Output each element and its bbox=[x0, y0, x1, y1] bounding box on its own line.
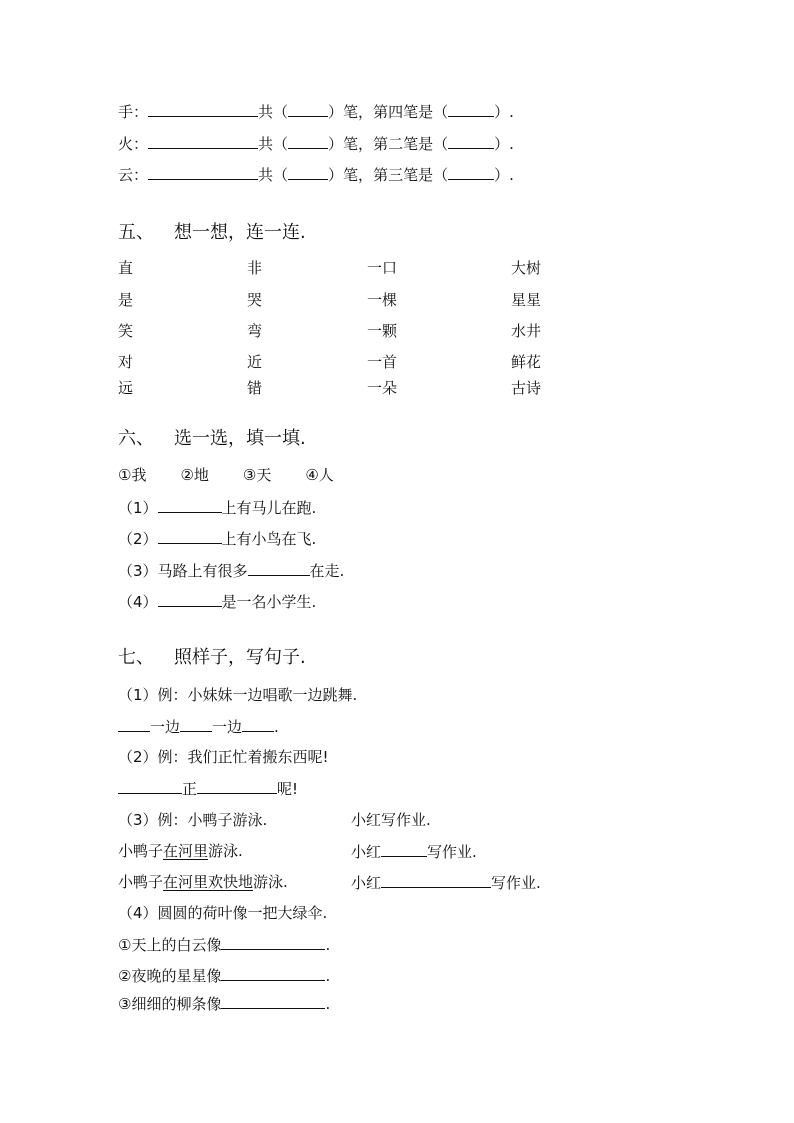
sentence-part: 游泳. bbox=[208, 842, 243, 860]
match-col3-item[interactable]: 一颗 bbox=[367, 322, 398, 340]
simile-item-3 bbox=[118, 993, 330, 1014]
gong-label: 共（ bbox=[258, 103, 289, 121]
question-number: （2） bbox=[118, 530, 158, 548]
row-end: ）. bbox=[494, 166, 514, 184]
nth-stroke-label: 第二笔是（ bbox=[373, 135, 449, 153]
nth-stroke-blank[interactable] bbox=[448, 164, 494, 180]
bi-label: ）笔， bbox=[328, 103, 374, 121]
sentence-part: 小红 bbox=[351, 874, 382, 892]
period: . bbox=[325, 995, 331, 1013]
section-7-heading bbox=[118, 646, 306, 670]
nth-stroke-blank[interactable] bbox=[448, 101, 494, 117]
match-col1-item[interactable]: 直 bbox=[118, 259, 134, 277]
period: . bbox=[325, 936, 331, 954]
nth-stroke-blank[interactable] bbox=[448, 133, 494, 149]
answer-blank[interactable] bbox=[148, 101, 258, 117]
answer-blank[interactable] bbox=[381, 841, 427, 857]
match-col2-item[interactable]: 近 bbox=[247, 353, 263, 371]
section-number: 五、 bbox=[118, 222, 154, 243]
section-number: 六、 bbox=[118, 428, 154, 449]
example-3-step-2-right bbox=[351, 841, 477, 862]
answer-blank[interactable] bbox=[148, 164, 258, 180]
section-title: 想一想，连一连. bbox=[174, 222, 306, 243]
example-3-step-3-right bbox=[351, 872, 541, 893]
match-col4-item[interactable]: 水井 bbox=[511, 322, 542, 340]
match-col2-item[interactable]: 错 bbox=[247, 379, 263, 397]
stroke-count-blank[interactable] bbox=[288, 133, 328, 149]
question-number: （4） bbox=[118, 593, 158, 611]
match-col2-item[interactable]: 弯 bbox=[247, 322, 263, 340]
nth-stroke-label: 第四笔是（ bbox=[373, 103, 449, 121]
sentence-part: 小鸭子 bbox=[118, 873, 164, 891]
match-col3-item[interactable]: 一口 bbox=[367, 259, 398, 277]
match-col4-item[interactable]: 星星 bbox=[511, 291, 542, 309]
match-col3-item[interactable]: 一朵 bbox=[367, 379, 398, 397]
simile-prompt: ①天上的白云像 bbox=[118, 936, 222, 954]
example-1-answer bbox=[118, 716, 279, 737]
answer-blank[interactable] bbox=[197, 778, 277, 794]
example-2-answer bbox=[118, 778, 298, 799]
answer-blank[interactable] bbox=[180, 716, 212, 732]
answer-blank[interactable] bbox=[221, 965, 325, 981]
colon: ： bbox=[133, 103, 149, 121]
stroke-row-shou bbox=[118, 101, 514, 122]
question-text: 上有小鸟在飞. bbox=[221, 530, 317, 548]
fill-question-3 bbox=[118, 560, 344, 581]
question-text: 上有马儿在跑. bbox=[221, 499, 317, 517]
colon: ： bbox=[133, 135, 149, 153]
template-word: 呢! bbox=[277, 780, 299, 798]
stroke-row-huo bbox=[118, 133, 514, 154]
template-word: 正 bbox=[182, 780, 198, 798]
simile-item-1 bbox=[118, 934, 330, 955]
answer-blank[interactable] bbox=[158, 591, 222, 607]
section-5-heading bbox=[118, 221, 306, 245]
simile-prompt: ②夜晚的星星像 bbox=[118, 967, 222, 985]
option-item: ②地 bbox=[180, 466, 209, 484]
answer-blank[interactable] bbox=[118, 778, 182, 794]
answer-blank[interactable] bbox=[148, 133, 258, 149]
sentence-part: 游泳. bbox=[253, 873, 288, 891]
gong-label: 共（ bbox=[258, 135, 289, 153]
example-4: （4）圆圆的荷叶像一把大绿伞. bbox=[118, 904, 328, 922]
match-col4-item[interactable]: 大树 bbox=[511, 259, 542, 277]
gong-label: 共（ bbox=[258, 166, 289, 184]
answer-blank[interactable] bbox=[158, 497, 222, 513]
section-title: 选一选，填一填. bbox=[174, 428, 306, 449]
match-col3-item[interactable]: 一棵 bbox=[367, 291, 398, 309]
example-2: （2）例：我们正忙着搬东西呢! bbox=[118, 748, 329, 766]
stroke-char: 手 bbox=[118, 103, 134, 121]
answer-blank[interactable] bbox=[242, 716, 274, 732]
match-col1-item[interactable]: 对 bbox=[118, 353, 134, 371]
bi-label: ）笔， bbox=[328, 166, 374, 184]
stroke-count-blank[interactable] bbox=[288, 164, 328, 180]
answer-blank[interactable] bbox=[158, 528, 222, 544]
template-word: 一边 bbox=[150, 718, 181, 736]
match-col1-item[interactable]: 远 bbox=[118, 379, 134, 397]
simile-prompt: ③细细的柳条像 bbox=[118, 995, 222, 1013]
option-item: ①我 bbox=[118, 466, 147, 484]
stroke-row-yun bbox=[118, 164, 514, 185]
option-item: ③天 bbox=[242, 466, 272, 484]
example-3: （3）例：小鸭子游泳. bbox=[118, 811, 268, 829]
example-3-step-2 bbox=[118, 841, 243, 861]
answer-blank[interactable] bbox=[118, 716, 150, 732]
sentence-part: 小鸭子 bbox=[118, 842, 164, 860]
match-col1-item[interactable]: 是 bbox=[118, 291, 134, 309]
match-col4-item[interactable]: 鲜花 bbox=[511, 353, 542, 371]
match-col2-item[interactable]: 非 bbox=[247, 259, 263, 277]
sentence-part: 写作业. bbox=[427, 843, 477, 861]
example-3-step-3 bbox=[118, 872, 288, 892]
answer-blank[interactable] bbox=[221, 993, 325, 1009]
answer-blank[interactable] bbox=[381, 872, 491, 888]
nth-stroke-label: 第三笔是（ bbox=[373, 166, 449, 184]
period: . bbox=[325, 967, 331, 985]
option-item: ④人 bbox=[305, 466, 334, 484]
fill-question-4 bbox=[118, 591, 316, 612]
stroke-char: 云 bbox=[118, 166, 134, 184]
example-1: （1）例：小妹妹一边唱歌一边跳舞. bbox=[118, 686, 358, 704]
colon: ： bbox=[133, 166, 149, 184]
bi-label: ）笔， bbox=[328, 135, 374, 153]
section-title: 照样子，写句子. bbox=[174, 647, 306, 668]
match-col1-item[interactable]: 笑 bbox=[118, 322, 134, 340]
simile-item-2 bbox=[118, 965, 330, 986]
sentence-part: 小红 bbox=[351, 843, 382, 861]
answer-blank[interactable] bbox=[221, 934, 325, 950]
stroke-char: 火 bbox=[118, 135, 134, 153]
match-col4-item[interactable]: 古诗 bbox=[511, 379, 542, 397]
underlined-phrase: 在河里欢快地 bbox=[163, 873, 254, 891]
match-col2-item[interactable]: 哭 bbox=[247, 291, 263, 309]
row-end: ）. bbox=[494, 135, 514, 153]
question-text: 在走. bbox=[309, 562, 345, 580]
fill-question-1 bbox=[118, 497, 316, 518]
period: . bbox=[274, 718, 279, 736]
section-6-heading bbox=[118, 427, 306, 451]
row-end: ）. bbox=[494, 103, 514, 121]
choice-options bbox=[118, 465, 368, 485]
question-text: 是一名小学生. bbox=[221, 593, 317, 611]
match-col3-item[interactable]: 一首 bbox=[367, 353, 398, 371]
answer-blank[interactable] bbox=[248, 560, 310, 576]
fill-question-2 bbox=[118, 528, 316, 549]
template-word: 一边 bbox=[212, 718, 243, 736]
example-3-right: 小红写作业. bbox=[351, 811, 431, 829]
question-text: （3）马路上有很多 bbox=[118, 562, 248, 580]
stroke-count-blank[interactable] bbox=[288, 101, 328, 117]
sentence-part: 写作业. bbox=[491, 874, 541, 892]
question-number: （1） bbox=[118, 499, 158, 517]
section-number: 七、 bbox=[118, 647, 154, 668]
underlined-phrase: 在河里 bbox=[163, 842, 209, 860]
